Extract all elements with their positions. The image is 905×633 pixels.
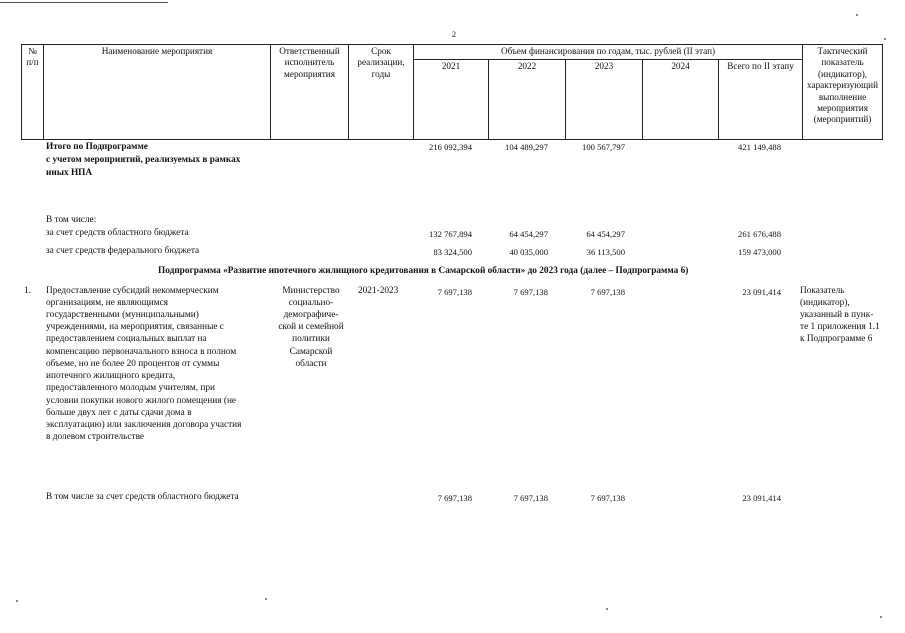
item1-regional-2023: 7 697,138 (590, 493, 625, 503)
item1-name-line: предоставлением социальных выплат на (46, 334, 207, 344)
item1-executor-line: социально- (288, 298, 334, 308)
total-label-line2: с учетом мероприятий, реализуемых в рамках (46, 155, 241, 165)
scan-speck (884, 38, 886, 40)
item1-name-line: больше двух лет с даты сдачи дома в (46, 408, 192, 418)
regional-all: 261 676,488 (738, 229, 781, 239)
regional-label: за счет средств областного бюджета (46, 228, 189, 238)
total-2022: 104 489,297 (505, 142, 548, 152)
header-executor: Ответственный исполнитель мероприятия (271, 45, 349, 140)
item1-indicator-line: (индикатор), (800, 298, 850, 308)
regional-2021: 132 767,894 (429, 229, 472, 239)
item1-regional-2022: 7 697,138 (513, 493, 548, 503)
item1-all: 23 091,414 (742, 287, 781, 297)
item1-name-line: организациям, не являющимся (46, 298, 168, 308)
federal-2022: 40 035,000 (509, 247, 548, 257)
including-label: В том числе: (46, 215, 97, 225)
item1-regional-2021: 7 697,138 (437, 493, 472, 503)
scan-speck (16, 600, 18, 602)
total-label-line1: Итого по Подпрограмме (46, 142, 148, 152)
total-all: 421 149,488 (738, 142, 781, 152)
header-indicator: Тактический показатель (индикатор), характеризующий выполнение мероприятия (мероприятий) (803, 45, 883, 140)
item1-name-line: в долевом строительстве (46, 432, 145, 442)
item1-executor-line: демографиче- (283, 310, 339, 320)
item1-2022: 7 697,138 (513, 287, 548, 297)
regional-2022: 64 454,297 (509, 229, 548, 239)
item1-name-line: компенсацию первоначального взноса в полном (46, 347, 237, 357)
item1-indicator-line: Показатель (800, 286, 845, 296)
item1-regional-all: 23 091,414 (742, 493, 781, 503)
header-year-2023: 2023 (566, 60, 643, 140)
federal-all: 159 473,000 (738, 247, 781, 257)
header-name: Наименование мероприятия (44, 45, 271, 140)
item1-executor-line: области (295, 359, 327, 369)
regional-2023: 64 454,297 (586, 229, 625, 239)
header-year-total: Всего по II этапу (719, 60, 803, 140)
scan-speck (606, 608, 608, 610)
total-2023: 100 567,797 (582, 142, 625, 152)
scan-speck (856, 14, 858, 16)
total-2021: 216 092,394 (429, 142, 472, 152)
item1-indicator-line: указанный в пунк- (800, 310, 874, 320)
header-year-2021: 2021 (414, 60, 489, 140)
header-year-2024: 2024 (643, 60, 719, 140)
top-rule (0, 2, 168, 3)
header-term: Срок реализации, годы (349, 45, 414, 140)
header-num: № п/п (22, 45, 44, 140)
scan-speck (265, 598, 267, 600)
scan-speck (880, 616, 882, 618)
item1-name-line: эксплуатацию) или заключения договора участия (46, 420, 242, 430)
item1-indicator-line: к Подпрограмме 6 (800, 334, 873, 344)
item1-executor-line: ской и семейной (278, 322, 344, 332)
page-number: 2 (452, 30, 456, 39)
item1-executor-line: Самарской (289, 347, 333, 357)
header-financing: Объем финансирования по годам, тыс. рублей (II этап) (414, 45, 803, 60)
item1-executor-line: Министерство (282, 286, 340, 296)
header-year-2022: 2022 (489, 60, 566, 140)
item1-regional-label: В том числе за счет средств областного бюджета (46, 492, 239, 502)
item1-executor-line: политики (292, 334, 330, 344)
total-label-line3: иных НПА (46, 168, 93, 178)
header-table (21, 44, 883, 140)
federal-label: за счет средств федерального бюджета (46, 246, 200, 256)
item1-term: 2021-2023 (358, 286, 399, 296)
subprogram-title: Подпрограмма «Развитие ипотечного жилищного кредитования в Самарской области» до 2023 года (далее – Подпрограмма 6) (158, 266, 689, 276)
item1-name-line: учреждениями, на мероприятия, связанные с (46, 322, 224, 332)
item1-num: 1. (24, 286, 31, 296)
item1-name-line: ипотечного жилищного кредита, (46, 371, 176, 381)
item1-name-line: предоставленного молодым учителям, при (46, 383, 216, 393)
item1-name-line: государственными (муниципальными) (46, 310, 199, 320)
item1-name-line: Предоставление субсидий некоммерческим (46, 286, 219, 296)
federal-2023: 36 113,500 (586, 247, 625, 257)
item1-2021: 7 697,138 (437, 287, 472, 297)
item1-indicator-line: те 1 приложения 1.1 (800, 322, 880, 332)
item1-name-line: объеме, но не более 20 процентов от суммы (46, 359, 220, 369)
federal-2021: 83 324,500 (433, 247, 472, 257)
item1-name-line: условии покупки нового жилого помещения (не (46, 396, 237, 406)
item1-2023: 7 697,138 (590, 287, 625, 297)
